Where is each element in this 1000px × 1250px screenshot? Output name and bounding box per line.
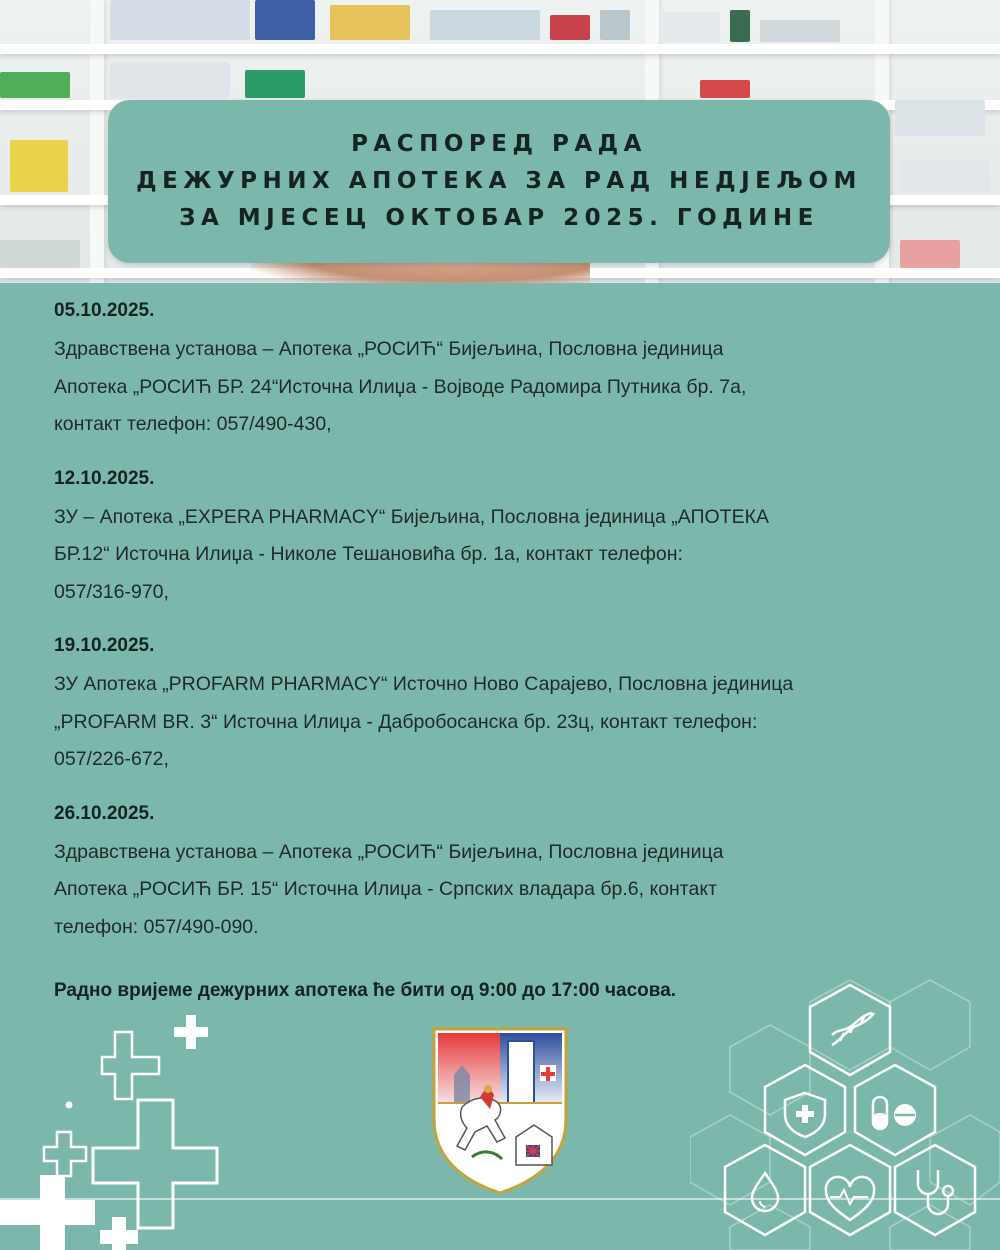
shelf-upright	[90, 0, 104, 283]
heart-pulse-icon	[826, 1177, 874, 1220]
product-box	[600, 10, 630, 40]
plus-icon	[44, 1132, 86, 1176]
entry-date: 05.10.2025.	[54, 300, 155, 321]
product-box	[245, 70, 305, 98]
plus-icon	[93, 1100, 217, 1228]
product-box	[760, 20, 840, 42]
plus-icon	[0, 1175, 95, 1250]
entry-date: 12.10.2025.	[54, 467, 155, 489]
product-box	[895, 100, 985, 136]
entry-text-line: ЗУ – Апотека „EXPERA PHARMACY“ Бијељина, Пословна јединица „АПОТЕКА	[54, 505, 769, 528]
plus-icon	[100, 1217, 138, 1250]
entry-text-line: 057/316-970,	[54, 580, 169, 603]
product-box	[255, 0, 315, 40]
schedule-entry	[54, 298, 954, 444]
product-box	[0, 72, 70, 98]
product-box	[660, 12, 720, 42]
entry-date: 19.10.2025.	[54, 635, 155, 656]
schedule-list	[54, 298, 954, 968]
title-card	[108, 100, 890, 263]
product-box	[700, 80, 750, 98]
entry-text-line: Апотека „РОСИЋ БР. 24“Источна Илиџа - Војводе Радомира Путника бр. 7а,	[54, 375, 747, 398]
medical-hex-pattern	[690, 975, 1000, 1250]
municipality-crest	[432, 1027, 568, 1195]
entry-text-line: контакт телефон: 057/490-430,	[54, 413, 332, 435]
schedule-entry	[54, 801, 954, 947]
entry-text-line: ЗУ Апотека „PROFARM PHARMACY“ Источно Ново Сарајево, Пословна јединица	[54, 673, 794, 695]
product-box	[730, 10, 750, 42]
entry-text-line: Апотека „РОСИЋ БР. 15“ Источна Илиџа - Српских владара бр.6, контакт	[54, 878, 718, 900]
entry-text-line: Здравствена установа – Апотека „РОСИЋ“ Бијељина, Пословна јединица	[54, 840, 724, 863]
plus-icon	[174, 1015, 208, 1049]
shelf	[0, 44, 1000, 54]
product-box	[110, 62, 230, 98]
working-hours-note: Радно вријеме дежурних апотека ће бити од 9:00 до 17:00 часова.	[54, 980, 677, 1001]
shield-cross-icon	[785, 1093, 825, 1137]
dna-icon	[832, 1013, 874, 1045]
entry-date: 26.10.2025.	[54, 802, 155, 824]
product-box	[110, 0, 250, 40]
product-box	[900, 160, 990, 192]
schedule-entry	[54, 466, 954, 612]
drop-icon	[752, 1173, 778, 1211]
title-line-3: ЗА МЈЕСЕЦ ОКТОБАР 2025. ГОДИНЕ	[179, 205, 819, 231]
entry-text-line: 057/226-672,	[54, 748, 169, 770]
schedule-entry	[54, 633, 954, 779]
product-box	[900, 240, 960, 268]
hex-cell	[725, 1145, 805, 1235]
entry-text-line: телефон: 057/490-090.	[54, 915, 259, 938]
entry-text-line: БР.12“ Источна Илиџа - Николе Тешановића бр. 1а, контакт телефон:	[54, 543, 683, 565]
hex-cell	[855, 1065, 935, 1155]
product-box	[550, 15, 590, 40]
product-box	[330, 5, 410, 40]
title-line-1: РАСПОРЕД РАДА	[351, 131, 647, 157]
plus-icon	[102, 1032, 159, 1099]
title-line-2: ДЕЖУРНИХ АПОТЕКА ЗА РАД НЕДЈЕЉОМ	[136, 168, 862, 194]
entry-text-line: Здравствена установа – Апотека „РОСИЋ“ Бијељина, Пословна јединица	[54, 338, 724, 360]
product-box	[0, 240, 80, 268]
plus-icon-cluster	[0, 1005, 240, 1250]
product-box	[430, 10, 540, 40]
pill-icon	[873, 1097, 916, 1129]
product-box	[10, 140, 68, 192]
entry-text-line: „PROFARM BR. 3“ Источна Илиџа - Дабробосанска бр. 23ц, контакт телефон:	[54, 710, 758, 733]
dot	[66, 1102, 73, 1109]
